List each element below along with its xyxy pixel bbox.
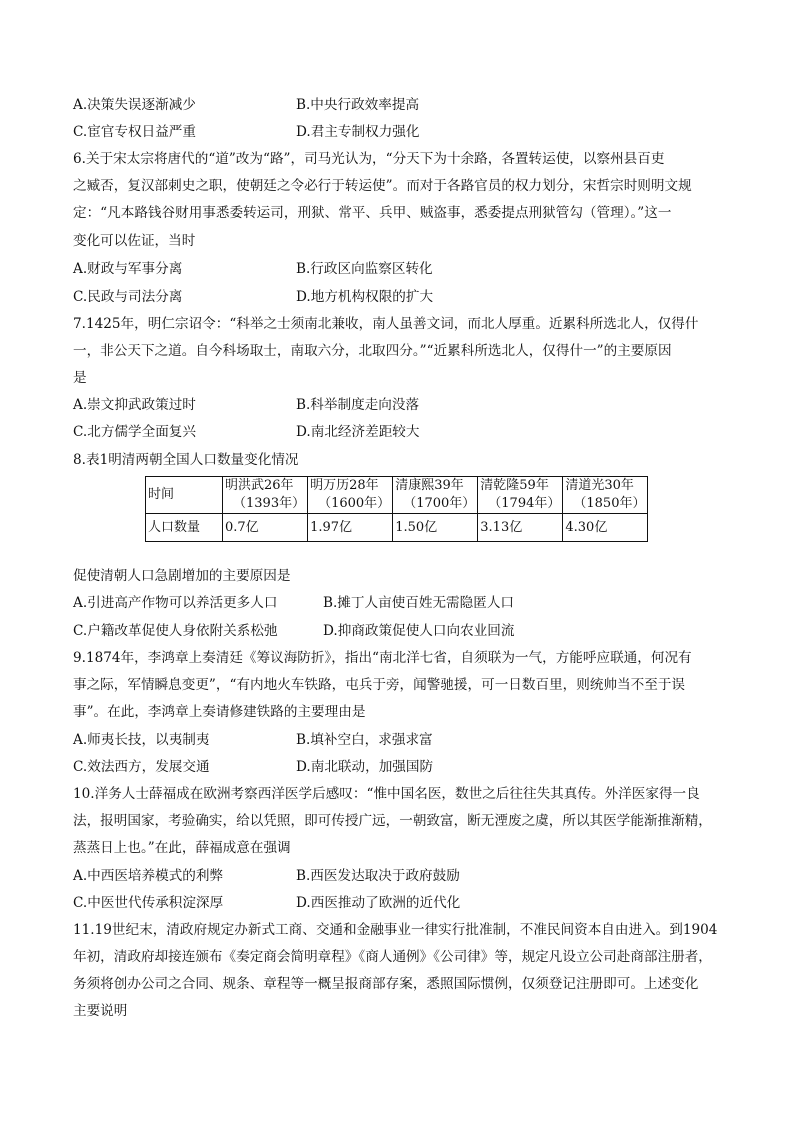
q6-stem-line: 定：“凡本路钱谷财用事悉委转运司，刑狱、常平、兵甲、贼盗事，悉委提点刑狱管勾（管理）。”这一 (73, 205, 672, 221)
q9-stem-line: 事之际，军情瞬息变更”，“有内地火车铁路，屯兵于旁，闻警驰援，可一日数百里，则统帅当不至于误 (73, 677, 686, 693)
q11-stem-line: 主要说明 (73, 1003, 128, 1019)
q5-option-a[interactable]: A.决策失误逐渐减少 (73, 97, 196, 113)
q8-option-a[interactable]: A.引进高产作物可以养活更多人口 (73, 595, 278, 611)
table-row (146, 514, 648, 542)
population-table (145, 476, 648, 542)
q7-stem-line: 是 (73, 370, 87, 386)
q10-option-d[interactable]: D.西医推动了欧洲的近代化 (296, 895, 461, 911)
q6-option-a[interactable]: A.财政与军事分离 (73, 261, 183, 277)
period-year: （1393年） (233, 496, 306, 511)
q8-question: 促使清朝人口急剧增加的主要原因是 (73, 568, 291, 584)
q7-option-d[interactable]: D.南北经济差距较大 (296, 424, 420, 440)
period-label: 明洪武26年 (225, 478, 294, 493)
q7-option-b[interactable]: B.科举制度走向没落 (296, 397, 420, 413)
table-cell-population: 1.97亿 (308, 514, 393, 542)
period-year: （1600年） (318, 496, 391, 511)
q9-stem-line: 9.1874年，李鸿章上奏清廷《筹议海防折》，指出“南北洋七省，自须联为一气，方能呼应联通，何况有 (73, 650, 692, 666)
q7-stem-line: 一，非公天下之道。自今科场取士，南取六分，北取四分。”“近累科所选北人，仅得什一”的主要原因 (73, 343, 672, 359)
q5-option-c[interactable]: C.宦官专权日益严重 (73, 124, 196, 140)
q9-stem-line: 事”。在此，李鸿章上奏请修建铁路的主要理由是 (73, 704, 366, 720)
table-cell-population: 4.30亿 (563, 514, 648, 542)
table-row (146, 477, 648, 514)
q9-option-c[interactable]: C.效法西方，发展交通 (73, 759, 210, 775)
q5-option-b[interactable]: B.中央行政效率提高 (296, 97, 420, 113)
period-year: （1850年） (573, 496, 646, 511)
q10-stem-line: 10.洋务人士薛福成在欧洲考察西洋医学后感叹：“惟中国名医，数世之后往往失其真传。外洋医家得一良 (73, 786, 700, 802)
q7-stem-line: 7.1425年，明仁宗诏令：“科举之士须南北兼收，南人虽善文词，而北人厚重。近累科所选北人，仅得什 (73, 316, 699, 332)
q10-option-b[interactable]: B.西医发达取决于政府鼓励 (296, 868, 460, 884)
q6-option-c[interactable]: C.民政与司法分离 (73, 289, 183, 305)
table-header-time: 时间 (146, 477, 223, 514)
period-label: 清乾隆59年 (480, 478, 549, 493)
q6-stem-line: 变化可以佐证，当时 (73, 233, 196, 249)
table-cell-period (563, 477, 648, 514)
q5-option-d[interactable]: D.君主专制权力强化 (296, 124, 420, 140)
q11-stem-line: 年初，清政府却接连颁布《奏定商会简明章程》《商人通例》《公司律》等，规定凡设立公司赴商部注册者， (73, 949, 712, 965)
table-cell-population: 3.13亿 (478, 514, 563, 542)
q8-option-b[interactable]: B.摊丁人亩使百姓无需隐匿人口 (323, 595, 515, 611)
table-cell-period (223, 477, 308, 514)
q9-option-a[interactable]: A.师夷长技，以夷制夷 (73, 732, 210, 748)
q8-table-caption: 8.表1明清两朝全国人口数量变化情况 (73, 452, 299, 468)
q6-option-d[interactable]: D.地方机构权限的扩大 (296, 289, 434, 305)
q7-option-c[interactable]: C.北方儒学全面复兴 (73, 424, 196, 440)
period-year: （1700年） (403, 496, 476, 511)
table-cell-population: 1.50亿 (393, 514, 478, 542)
period-label: 清康熙39年 (395, 478, 464, 493)
q6-stem-line: 6.关于宋太宗将唐代的“道”改为“路”，司马光认为，“分天下为十余路，各置转运使，以察州县百吏 (73, 151, 665, 167)
q9-option-d[interactable]: D.南北联动，加强国防 (296, 759, 434, 775)
table-cell-period (478, 477, 563, 514)
q6-option-b[interactable]: B.行政区向监察区转化 (296, 261, 433, 277)
q9-option-b[interactable]: B.填补空白，求强求富 (296, 732, 433, 748)
table-cell-period (308, 477, 393, 514)
period-label: 清道光30年 (565, 478, 634, 493)
q10-stem-line: 蒸蒸日上也。”在此，薛福成意在强调 (73, 840, 291, 856)
period-year: （1794年） (488, 496, 561, 511)
q8-option-d[interactable]: D.抑商政策促使人口向农业回流 (323, 623, 515, 639)
table-cell-population: 0.7亿 (223, 514, 308, 542)
table-cell-period (393, 477, 478, 514)
q11-stem-line: 务须将创办公司之合同、规条、章程等一概呈报商部存案，悉照国际惯例，仅须登记注册即可。上述变化 (73, 976, 699, 992)
q7-option-a[interactable]: A.崇文抑武政策过时 (73, 397, 196, 413)
period-label: 明万历28年 (310, 478, 379, 493)
q8-option-c[interactable]: C.户籍改革促使人身依附关系松弛 (73, 623, 278, 639)
q11-stem-line: 11.19世纪末，清政府规定办新式工商、交通和金融事业一律实行批准制，不准民间资本自由进入。到1904 (73, 922, 718, 938)
q6-stem-line: 之臧否，复汉部刺史之职，使朝廷之令必行于转运使”。而对于各路官员的权力划分，宋哲宗时则明文规 (73, 178, 692, 194)
q10-stem-line: 法，报明国家，考验确实，给以凭照，即可传授广远，一朝致富，断无湮废之虞，所以其医学能渐推渐精， (73, 813, 712, 829)
q10-option-c[interactable]: C.中医世代传承积淀深厚 (73, 895, 224, 911)
q10-option-a[interactable]: A.中西医培养模式的利弊 (73, 868, 224, 884)
table-header-population: 人口数量 (146, 514, 223, 542)
